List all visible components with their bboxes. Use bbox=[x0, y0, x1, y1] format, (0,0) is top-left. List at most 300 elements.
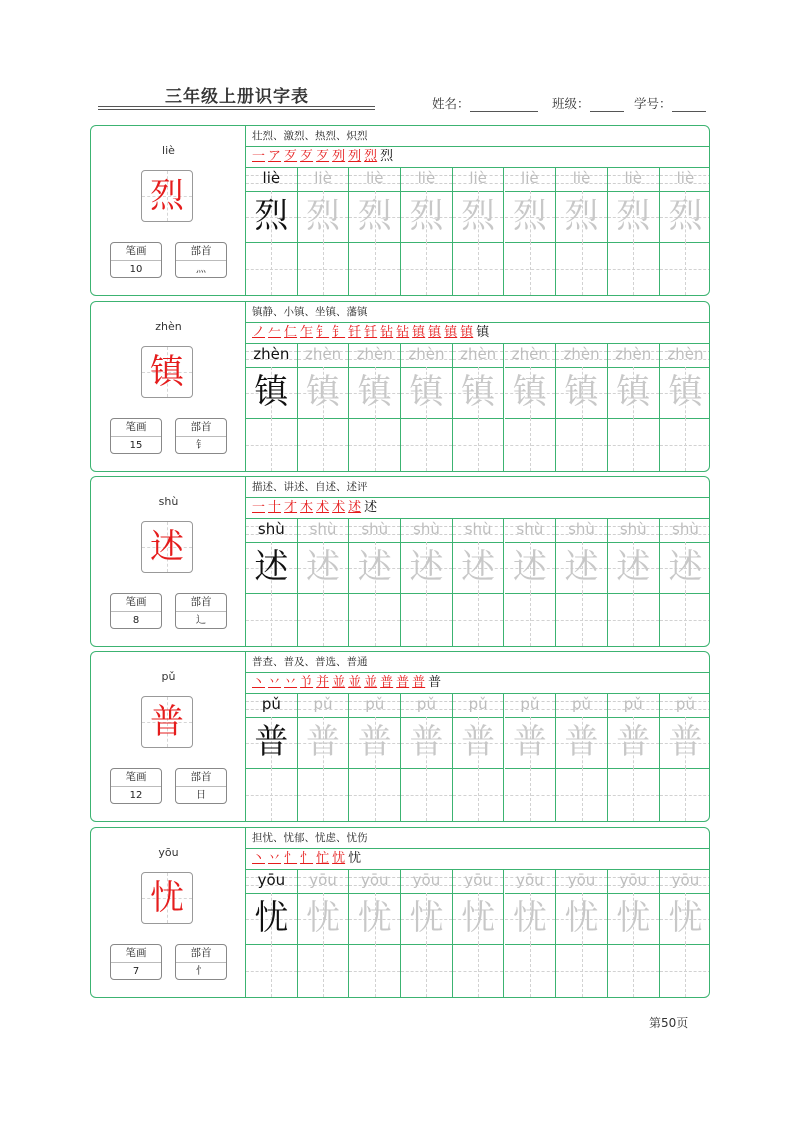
blank-practice-cell[interactable] bbox=[453, 418, 504, 471]
pinyin-cell[interactable] bbox=[505, 343, 556, 368]
blank-practice-cell[interactable] bbox=[401, 944, 452, 997]
pinyin-cell[interactable] bbox=[349, 693, 400, 718]
radical-box bbox=[175, 593, 227, 629]
char-display: 普 bbox=[150, 702, 184, 742]
char-cell[interactable] bbox=[608, 191, 659, 243]
char-trace: 普 bbox=[409, 722, 444, 762]
pinyin-cell[interactable] bbox=[298, 518, 349, 543]
stroke-step: 钎 bbox=[364, 325, 378, 340]
guide-line bbox=[582, 242, 583, 295]
stroke-count-label: 笔画 bbox=[111, 594, 161, 612]
blank-practice-cell[interactable] bbox=[660, 944, 710, 997]
character-card bbox=[90, 827, 710, 998]
stroke-step: 列 bbox=[332, 149, 346, 164]
pinyin-cell[interactable] bbox=[298, 869, 349, 894]
example-words: 镇静、小镇、坐镇、藩镇 bbox=[246, 302, 709, 323]
char-cell[interactable] bbox=[505, 367, 556, 419]
pinyin-trace: shù bbox=[361, 520, 389, 538]
guide-line bbox=[426, 418, 427, 471]
blank-practice-cell[interactable] bbox=[556, 768, 607, 821]
pinyin-trace: shù bbox=[413, 520, 440, 538]
char-cell[interactable] bbox=[505, 191, 556, 243]
pinyin-cell[interactable] bbox=[401, 167, 452, 192]
stroke-step: 忙 bbox=[316, 851, 330, 866]
guide-line bbox=[633, 593, 634, 646]
pinyin-cell[interactable] bbox=[608, 518, 659, 543]
guide-line bbox=[530, 768, 531, 821]
stroke-step: 术 bbox=[332, 500, 346, 515]
pinyin-cell[interactable] bbox=[401, 343, 452, 368]
char-pinyin: liè bbox=[162, 144, 175, 157]
char-trace: 烈 bbox=[254, 196, 289, 236]
char-cell[interactable] bbox=[453, 367, 504, 419]
practice-column bbox=[453, 167, 505, 295]
char-cell[interactable] bbox=[608, 542, 659, 594]
char-cell[interactable] bbox=[246, 367, 297, 419]
pinyin-cell[interactable] bbox=[660, 167, 710, 192]
pinyin-cell[interactable] bbox=[556, 343, 607, 368]
practice-column bbox=[505, 167, 557, 295]
student-id-field[interactable] bbox=[634, 94, 706, 112]
guide-line bbox=[685, 242, 686, 295]
stroke-count-box bbox=[110, 242, 162, 278]
stroke-step: 普 bbox=[380, 675, 394, 690]
blank-practice-cell[interactable] bbox=[349, 944, 400, 997]
practice-column bbox=[349, 167, 401, 295]
char-cell[interactable] bbox=[349, 367, 400, 419]
pinyin-cell[interactable] bbox=[246, 693, 297, 718]
practice-grid bbox=[246, 167, 709, 295]
practice-column bbox=[349, 343, 401, 471]
practice-column bbox=[298, 693, 350, 821]
practice-column bbox=[401, 869, 453, 997]
guide-line bbox=[582, 418, 583, 471]
char-trace: 忧 bbox=[306, 898, 341, 938]
pinyin-cell[interactable] bbox=[401, 518, 452, 543]
pinyin-cell[interactable] bbox=[608, 167, 659, 192]
char-cell[interactable] bbox=[349, 191, 400, 243]
guide-line bbox=[375, 242, 376, 295]
blank-practice-cell[interactable] bbox=[246, 768, 297, 821]
blank-practice-cell[interactable] bbox=[505, 944, 556, 997]
char-trace: 烈 bbox=[357, 196, 392, 236]
name-blank[interactable] bbox=[470, 99, 538, 112]
stroke-count-box bbox=[110, 944, 162, 980]
char-cell[interactable] bbox=[505, 893, 556, 945]
char-cell[interactable] bbox=[298, 367, 349, 419]
char-cell[interactable] bbox=[298, 893, 349, 945]
char-cell[interactable] bbox=[556, 367, 607, 419]
guide-line bbox=[271, 593, 272, 646]
card-info-panel bbox=[91, 477, 246, 646]
char-cell[interactable] bbox=[660, 542, 710, 594]
practice-grid bbox=[246, 343, 709, 471]
stroke-count-label: 笔画 bbox=[111, 945, 161, 963]
blank-practice-cell[interactable] bbox=[401, 418, 452, 471]
stroke-order bbox=[246, 848, 709, 870]
pinyin-trace: zhèn bbox=[563, 345, 600, 363]
pinyin-cell[interactable] bbox=[453, 167, 504, 192]
stroke-step: 镇 bbox=[476, 325, 490, 340]
blank-practice-cell[interactable] bbox=[401, 593, 452, 646]
pinyin-trace: pǔ bbox=[520, 695, 540, 713]
stroke-step: 述 bbox=[364, 500, 378, 515]
char-cell[interactable] bbox=[453, 717, 504, 769]
char-trace: 述 bbox=[409, 547, 444, 587]
char-cell[interactable] bbox=[401, 191, 452, 243]
char-trace: 镇 bbox=[668, 372, 703, 412]
blank-practice-cell[interactable] bbox=[505, 768, 556, 821]
pinyin-cell[interactable] bbox=[246, 343, 297, 368]
char-pinyin: shù bbox=[158, 495, 179, 508]
pinyin-cell[interactable] bbox=[349, 518, 400, 543]
stroke-step: 术 bbox=[316, 500, 330, 515]
guide-line bbox=[633, 242, 634, 295]
pinyin-cell[interactable] bbox=[556, 167, 607, 192]
blank-practice-cell[interactable] bbox=[453, 242, 504, 295]
guide-line bbox=[271, 768, 272, 821]
practice-column bbox=[401, 167, 453, 295]
blank-practice-cell[interactable] bbox=[660, 418, 710, 471]
char-cell[interactable] bbox=[246, 191, 297, 243]
pinyin-cell[interactable] bbox=[349, 343, 400, 368]
pinyin-cell[interactable] bbox=[453, 693, 504, 718]
pinyin-cell[interactable] bbox=[246, 518, 297, 543]
stroke-step: 镇 bbox=[428, 325, 442, 340]
practice-panel bbox=[246, 302, 709, 471]
char-pinyin: pǔ bbox=[161, 670, 176, 683]
char-cell[interactable] bbox=[401, 367, 452, 419]
practice-column bbox=[556, 518, 608, 646]
pinyin-cell[interactable] bbox=[453, 869, 504, 894]
blank-practice-cell[interactable] bbox=[246, 242, 297, 295]
practice-column bbox=[401, 693, 453, 821]
char-display: 镇 bbox=[150, 352, 184, 392]
char-cell[interactable] bbox=[246, 893, 297, 945]
char-cell[interactable] bbox=[660, 191, 710, 243]
char-cell[interactable] bbox=[349, 893, 400, 945]
class-blank[interactable] bbox=[590, 99, 624, 112]
radical-box bbox=[175, 418, 227, 454]
char-cell[interactable] bbox=[401, 893, 452, 945]
stroke-step: 烈 bbox=[380, 149, 394, 164]
radical-label: 部首 bbox=[176, 594, 226, 612]
blank-practice-cell[interactable] bbox=[505, 418, 556, 471]
stroke-step: 列 bbox=[348, 149, 362, 164]
pinyin-cell[interactable] bbox=[660, 518, 710, 543]
blank-practice-cell[interactable] bbox=[608, 418, 659, 471]
pinyin-cell[interactable] bbox=[608, 869, 659, 894]
blank-practice-cell[interactable] bbox=[298, 944, 349, 997]
char-display-box bbox=[141, 872, 193, 924]
stroke-step: 十 bbox=[268, 500, 282, 515]
pinyin-trace: zhèn bbox=[253, 345, 290, 363]
practice-column bbox=[660, 343, 710, 471]
example-words: 描述、讲述、自述、述评 bbox=[246, 477, 709, 498]
stroke-count-label: 笔画 bbox=[111, 769, 161, 787]
pinyin-trace: pǔ bbox=[675, 695, 695, 713]
pinyin-trace: liè bbox=[572, 169, 591, 187]
practice-column bbox=[453, 518, 505, 646]
blank-practice-cell[interactable] bbox=[453, 944, 504, 997]
practice-column bbox=[349, 869, 401, 997]
stroke-step: 並 bbox=[348, 675, 362, 690]
pinyin-trace: shù bbox=[257, 520, 285, 538]
char-display: 烈 bbox=[150, 176, 184, 216]
blank-practice-cell[interactable] bbox=[608, 593, 659, 646]
guide-line bbox=[478, 593, 479, 646]
name-field[interactable] bbox=[432, 94, 538, 112]
blank-practice-cell[interactable] bbox=[556, 418, 607, 471]
char-trace: 忧 bbox=[616, 898, 651, 938]
char-cell[interactable] bbox=[298, 717, 349, 769]
pinyin-cell[interactable] bbox=[401, 869, 452, 894]
stroke-count-label: 笔画 bbox=[111, 419, 161, 437]
char-cell[interactable] bbox=[246, 542, 297, 594]
character-card bbox=[90, 301, 710, 472]
practice-column bbox=[556, 343, 608, 471]
guide-line bbox=[323, 593, 324, 646]
pinyin-cell[interactable] bbox=[298, 167, 349, 192]
char-trace: 述 bbox=[254, 547, 289, 587]
pinyin-cell[interactable] bbox=[556, 869, 607, 894]
blank-practice-cell[interactable] bbox=[349, 593, 400, 646]
stroke-step: 丷 bbox=[268, 851, 282, 866]
char-trace: 普 bbox=[357, 722, 392, 762]
pinyin-cell[interactable] bbox=[505, 693, 556, 718]
blank-practice-cell[interactable] bbox=[246, 418, 297, 471]
char-display-box bbox=[141, 696, 193, 748]
blank-practice-cell[interactable] bbox=[453, 768, 504, 821]
guide-line bbox=[633, 768, 634, 821]
stroke-step: 烈 bbox=[364, 149, 378, 164]
pinyin-cell[interactable] bbox=[246, 869, 297, 894]
stroke-order bbox=[246, 672, 709, 694]
stroke-step: 镇 bbox=[412, 325, 426, 340]
blank-practice-cell[interactable] bbox=[505, 593, 556, 646]
blank-practice-cell[interactable] bbox=[349, 242, 400, 295]
char-trace: 述 bbox=[616, 547, 651, 587]
guide-line bbox=[633, 944, 634, 997]
stroke-step: 述 bbox=[348, 500, 362, 515]
blank-practice-cell[interactable] bbox=[298, 768, 349, 821]
practice-column bbox=[556, 167, 608, 295]
example-words: 普查、普及、普选、普通 bbox=[246, 652, 709, 673]
practice-column bbox=[608, 869, 660, 997]
blank-practice-cell[interactable] bbox=[401, 768, 452, 821]
char-cell[interactable] bbox=[349, 542, 400, 594]
example-words: 壮烈、激烈、热烈、炽烈 bbox=[246, 126, 709, 147]
guide-line bbox=[530, 418, 531, 471]
practice-column bbox=[453, 343, 505, 471]
guide-line bbox=[530, 242, 531, 295]
page-number: 第50页 bbox=[649, 1016, 689, 1030]
pinyin-cell[interactable] bbox=[556, 518, 607, 543]
char-cell[interactable] bbox=[556, 893, 607, 945]
radical-box bbox=[175, 944, 227, 980]
stroke-count-value: 15 bbox=[129, 440, 143, 451]
char-cell[interactable] bbox=[608, 367, 659, 419]
char-display: 述 bbox=[150, 527, 184, 567]
card-info-panel bbox=[91, 126, 246, 295]
practice-column bbox=[453, 693, 505, 821]
guide-line bbox=[375, 593, 376, 646]
guide-line bbox=[478, 768, 479, 821]
blank-practice-cell[interactable] bbox=[246, 944, 297, 997]
pinyin-trace: shù bbox=[619, 520, 647, 538]
char-trace: 普 bbox=[668, 722, 703, 762]
stroke-step: 忧 bbox=[348, 851, 362, 866]
pinyin-cell[interactable] bbox=[246, 167, 297, 192]
pinyin-cell[interactable] bbox=[349, 167, 400, 192]
blank-practice-cell[interactable] bbox=[349, 418, 400, 471]
blank-practice-cell[interactable] bbox=[298, 242, 349, 295]
practice-column bbox=[505, 869, 557, 997]
guide-line bbox=[426, 768, 427, 821]
student-id-blank[interactable] bbox=[672, 99, 706, 112]
pinyin-trace: zhèn bbox=[356, 345, 393, 363]
practice-column bbox=[401, 518, 453, 646]
char-trace: 镇 bbox=[616, 372, 651, 412]
pinyin-cell[interactable] bbox=[660, 343, 710, 368]
stroke-step: 丶 bbox=[252, 851, 266, 866]
pinyin-cell[interactable] bbox=[298, 693, 349, 718]
pinyin-trace: shù bbox=[464, 520, 492, 538]
guide-line bbox=[323, 768, 324, 821]
radical-box bbox=[175, 242, 227, 278]
char-cell[interactable] bbox=[453, 191, 504, 243]
guide-line bbox=[323, 418, 324, 471]
char-cell[interactable] bbox=[608, 893, 659, 945]
practice-panel bbox=[246, 477, 709, 646]
stroke-step: 并 bbox=[316, 675, 330, 690]
class-field[interactable] bbox=[552, 94, 624, 112]
char-trace: 烈 bbox=[409, 196, 444, 236]
pinyin-cell[interactable] bbox=[608, 693, 659, 718]
stroke-step: 𠂉 bbox=[268, 325, 282, 340]
char-cell[interactable] bbox=[401, 717, 452, 769]
char-trace: 忧 bbox=[564, 898, 599, 938]
stroke-order bbox=[246, 497, 709, 519]
char-cell[interactable] bbox=[453, 893, 504, 945]
char-cell[interactable] bbox=[660, 717, 710, 769]
char-cell[interactable] bbox=[608, 717, 659, 769]
stroke-step: 兯 bbox=[300, 675, 314, 690]
char-cell[interactable] bbox=[453, 542, 504, 594]
character-card bbox=[90, 125, 710, 296]
pinyin-cell[interactable] bbox=[505, 869, 556, 894]
pinyin-cell[interactable] bbox=[556, 693, 607, 718]
pinyin-trace: yōu bbox=[412, 871, 441, 889]
stroke-step: 钅 bbox=[332, 325, 346, 340]
guide-line bbox=[685, 944, 686, 997]
char-trace: 述 bbox=[564, 547, 599, 587]
char-cell[interactable] bbox=[660, 367, 710, 419]
char-cell[interactable] bbox=[298, 542, 349, 594]
char-cell[interactable] bbox=[556, 542, 607, 594]
pinyin-cell[interactable] bbox=[298, 343, 349, 368]
char-cell[interactable] bbox=[556, 717, 607, 769]
stroke-step: 钅 bbox=[316, 325, 330, 340]
char-cell[interactable] bbox=[246, 717, 297, 769]
stroke-count-box bbox=[110, 593, 162, 629]
pinyin-cell[interactable] bbox=[608, 343, 659, 368]
char-trace: 镇 bbox=[564, 372, 599, 412]
pinyin-trace: zhèn bbox=[304, 345, 342, 363]
blank-practice-cell[interactable] bbox=[556, 944, 607, 997]
pinyin-cell[interactable] bbox=[401, 693, 452, 718]
blank-practice-cell[interactable] bbox=[298, 593, 349, 646]
char-cell[interactable] bbox=[401, 542, 452, 594]
blank-practice-cell[interactable] bbox=[556, 242, 607, 295]
pinyin-cell[interactable] bbox=[660, 693, 710, 718]
pinyin-cell[interactable] bbox=[505, 167, 556, 192]
blank-practice-cell[interactable] bbox=[505, 242, 556, 295]
stroke-order bbox=[246, 146, 709, 168]
pinyin-trace: yōu bbox=[464, 871, 492, 889]
stroke-step: 木 bbox=[300, 500, 314, 515]
blank-practice-cell[interactable] bbox=[660, 242, 710, 295]
practice-column bbox=[660, 869, 710, 997]
stroke-step: 钎 bbox=[348, 325, 362, 340]
stroke-step: 丷 bbox=[284, 675, 298, 690]
pinyin-cell[interactable] bbox=[505, 518, 556, 543]
blank-practice-cell[interactable] bbox=[660, 593, 710, 646]
char-cell[interactable] bbox=[505, 542, 556, 594]
char-cell[interactable] bbox=[349, 717, 400, 769]
char-trace: 镇 bbox=[461, 372, 496, 412]
blank-practice-cell[interactable] bbox=[556, 593, 607, 646]
blank-practice-cell[interactable] bbox=[349, 768, 400, 821]
card-info-panel bbox=[91, 828, 246, 997]
radical-value: 灬 bbox=[196, 264, 206, 275]
char-trace: 镇 bbox=[357, 372, 392, 412]
blank-practice-cell[interactable] bbox=[660, 768, 710, 821]
blank-practice-cell[interactable] bbox=[608, 242, 659, 295]
practice-column bbox=[505, 343, 557, 471]
blank-practice-cell[interactable] bbox=[608, 944, 659, 997]
char-trace: 述 bbox=[512, 547, 547, 587]
stroke-count-value: 12 bbox=[129, 790, 143, 801]
stroke-count-value: 7 bbox=[132, 966, 140, 977]
blank-practice-cell[interactable] bbox=[453, 593, 504, 646]
practice-column bbox=[246, 869, 298, 997]
stroke-step: 才 bbox=[284, 500, 298, 515]
blank-practice-cell[interactable] bbox=[246, 593, 297, 646]
pinyin-cell[interactable] bbox=[349, 869, 400, 894]
pinyin-cell[interactable] bbox=[660, 869, 710, 894]
char-cell[interactable] bbox=[298, 191, 349, 243]
pinyin-trace: yōu bbox=[671, 871, 700, 889]
pinyin-trace: zhèn bbox=[408, 345, 445, 363]
stroke-step: 忄 bbox=[300, 851, 314, 866]
char-trace: 普 bbox=[564, 722, 599, 762]
blank-practice-cell[interactable] bbox=[608, 768, 659, 821]
pinyin-cell[interactable] bbox=[453, 343, 504, 368]
char-trace: 述 bbox=[306, 547, 341, 587]
pinyin-cell[interactable] bbox=[453, 518, 504, 543]
char-trace: 烈 bbox=[616, 196, 651, 236]
char-cell[interactable] bbox=[660, 893, 710, 945]
stroke-step: 並 bbox=[364, 675, 378, 690]
blank-practice-cell[interactable] bbox=[298, 418, 349, 471]
stroke-step: 一 bbox=[252, 149, 266, 164]
pinyin-trace: shù bbox=[516, 520, 544, 538]
char-cell[interactable] bbox=[556, 191, 607, 243]
practice-grid bbox=[246, 693, 709, 821]
char-cell[interactable] bbox=[505, 717, 556, 769]
blank-practice-cell[interactable] bbox=[401, 242, 452, 295]
